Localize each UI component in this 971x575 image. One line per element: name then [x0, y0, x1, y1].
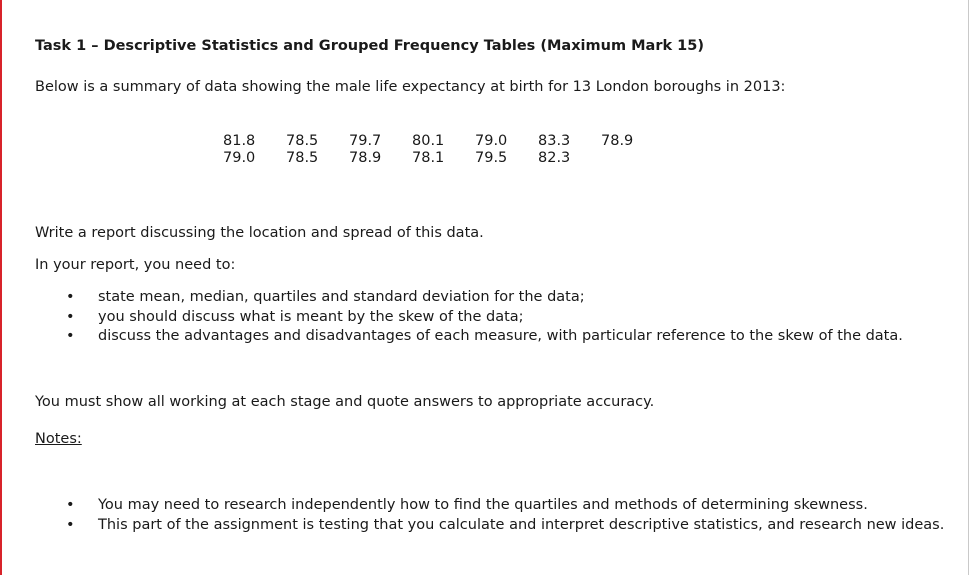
intro-paragraph: Below is a summary of data showing the male life expectancy at birth for 13 London boroughs in 2013:	[35, 79, 786, 95]
data-value: 81.8	[223, 133, 256, 149]
task-heading: Task 1 – Descriptive Statistics and Grouped Frequency Tables (Maximum Mark 15)	[35, 38, 704, 54]
notes-list	[35, 496, 948, 535]
life-expectancy-data	[223, 133, 664, 167]
data-value: 82.3	[538, 150, 571, 166]
data-value: 79.0	[475, 133, 508, 149]
report-instruction: Write a report discussing the location and spread of this data.	[35, 225, 484, 241]
data-value: 79.7	[349, 133, 382, 149]
list-item	[35, 327, 948, 347]
list-item	[35, 496, 948, 516]
notes-label: Notes:	[35, 431, 82, 447]
data-value: 79.0	[223, 150, 256, 166]
list-item	[35, 288, 948, 308]
data-value: 78.9	[349, 150, 382, 166]
data-value: 78.9	[601, 133, 634, 149]
data-value: 78.1	[412, 150, 445, 166]
list-item	[35, 308, 948, 328]
bullet-icon: •	[66, 308, 75, 325]
data-value: 78.5	[286, 133, 319, 149]
list-item-text: This part of the assignment is testing that you calculate and interpret descriptive statistics, and research new ideas.	[98, 516, 945, 533]
data-value: 80.1	[412, 133, 445, 149]
working-note: You must show all working at each stage and quote answers to appropriate accuracy.	[35, 394, 655, 410]
list-item-text: You may need to research independently how to find the quartiles and methods of determining skewness.	[98, 497, 868, 513]
report-lead: In your report, you need to:	[35, 257, 236, 273]
bullet-icon: •	[66, 289, 75, 305]
list-item-text: you should discuss what is meant by the skew of the data;	[98, 308, 524, 325]
list-item	[35, 516, 948, 536]
requirements-list	[35, 288, 948, 347]
bullet-icon: •	[66, 497, 75, 513]
data-value: 83.3	[538, 133, 571, 149]
list-item-text: state mean, median, quartiles and standard deviation for the data;	[98, 289, 585, 305]
data-value: 78.5	[286, 150, 319, 166]
data-value: 79.5	[475, 150, 508, 166]
bullet-icon: •	[66, 516, 75, 533]
data-row	[223, 133, 664, 150]
bullet-icon: •	[66, 328, 75, 344]
data-row	[223, 150, 664, 167]
list-item-text: discuss the advantages and disadvantages of each measure, with particular reference to the skew of the data.	[98, 328, 903, 344]
